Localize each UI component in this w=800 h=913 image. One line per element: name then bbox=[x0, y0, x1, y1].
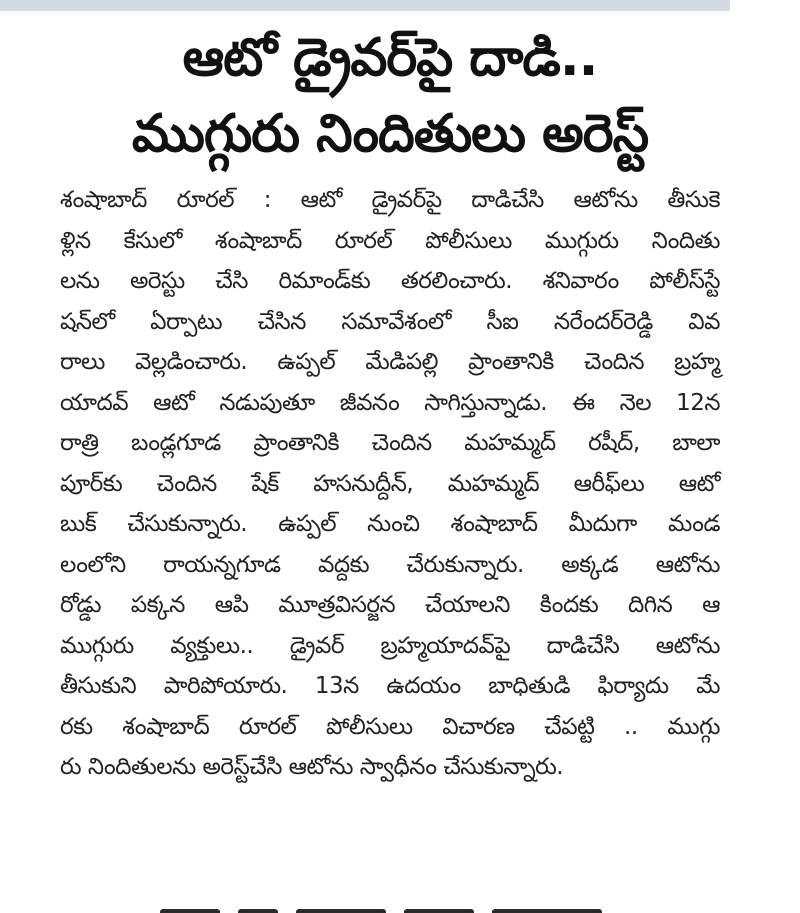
news-article bbox=[60, 20, 720, 788]
body-line: రకు శంషాబాద్ రూరల్ పోలీసులు విచారణ చేపట్టి .. ముగ్గు bbox=[60, 713, 720, 740]
body-line: ముగ్గురు వ్యక్తులు.. డ్రైవర్ బ్రహ్మయాదవ్‌పై దాడిచేసి ఆటోను bbox=[60, 632, 720, 659]
body-line: షన్‌లో ఏర్పాటు చేసిన సమావేశంలో సీఐ నరేందర్‌రెడ్డి వివ bbox=[60, 308, 720, 335]
top-page-strip bbox=[0, 0, 730, 11]
headline-line-2: ముగ్గురు నిందితులు అరెస్ట్ bbox=[131, 104, 649, 164]
body-line: లంలోని రాయన్నగూడ వద్దకు చేరుకున్నారు. అక్కడ ఆటోను bbox=[60, 551, 720, 578]
cut-off-next-headline bbox=[160, 900, 630, 913]
body-line: రాత్రి బండ్లగూడ ప్రాంతానికి చెందిన మహమ్మద్ రషీద్, బాలా bbox=[60, 430, 720, 456]
body-line: యాదవ్ ఆటో నడుపుతూ జీవనం సాగిస్తున్నాడు. ఈ నెల 12న bbox=[60, 389, 720, 416]
body-line: లను అరెస్టు చేసి రిమాండ్‌కు తరలించారు. శనివారం పోలీస్‌స్టే bbox=[60, 268, 720, 294]
body-line: రు నిందితులను అరెస్ట్‌చేసి ఆటోను స్వాధీనం చేసుకున్నారు. bbox=[60, 754, 564, 780]
article-headline bbox=[60, 20, 720, 172]
body-line: బుక్ చేసుకున్నారు. ఉప్పల్ నుంచి శంషాబాద్ మీదుగా మండ bbox=[60, 511, 720, 537]
body-line: రోడ్డు పక్కన ఆపి మూత్రవిసర్జన చేయాలని కిందకు దిగిన ఆ bbox=[60, 592, 720, 618]
body-line: తీసుకుని పారిపోయారు. 13న ఉదయం బాధితుడి ఫిర్యాదు మే bbox=[60, 673, 720, 699]
body-line: శంషాబాద్ రూరల్ : ఆటో డ్రైవర్‌పై దాడిచేసి ఆటోను తీసుకె bbox=[60, 187, 720, 213]
body-line: పూర్‌కు చెందిన షేక్ హసనుద్దీన్, మహమ్మద్ ఆరీఫ్‌లు ఆటో bbox=[60, 470, 720, 497]
article-body bbox=[60, 180, 720, 788]
body-line: రాలు వెల్లడించారు. ఉప్పల్ మేడిపల్లి ప్రాంతానికి చెందిన బ్రహ్మ bbox=[60, 349, 720, 375]
headline-line-1: ఆటో డ్రైవర్‌పై దాడి.. bbox=[182, 28, 598, 88]
body-line: ళ్లిన కేసులో శంషాబాద్ రూరల్ పోలీసులు ముగ్గురు నిందితు bbox=[60, 227, 720, 254]
